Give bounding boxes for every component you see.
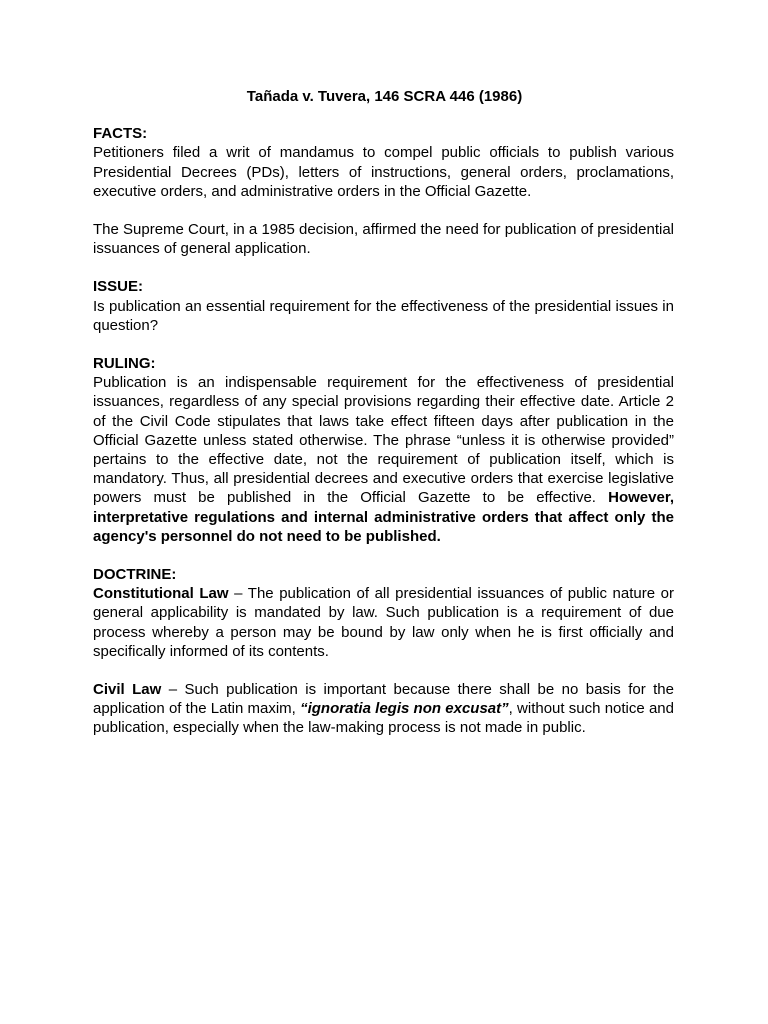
issue-heading: ISSUE:: [93, 278, 144, 296]
civil-law-paragraph: [93, 680, 674, 738]
case-title: Tañada v. Tuvera, 146 SCRA 446 (1986): [246, 88, 523, 105]
constitutional-law-text: – The publication of all presidential issuances of public nature or general applicability is mandated by law. Such publication is a requirement of due process whereby a person may be bound by law only when he is first officially and specifically informed of its contents.: [93, 585, 674, 660]
spacer: [93, 546, 674, 565]
ruling-bold-text: However, interpretative regulations and internal administrative orders that affect only the agency's personnel do not need to be published.: [93, 489, 674, 545]
ruling-heading: RULING:: [93, 355, 156, 373]
spacer: [93, 335, 674, 354]
ruling-text: Publication is an indispensable requirement for the effectiveness of presidential issuances, regardless of any special provisions regarding their effective date. Article 2 of the Civil Code stipulates that laws take effect fifteen days after publication in the Official Gazette unless stated otherwise. The phrase “unless it is otherwise provided” pertains to the effective date, not the requirement of publication itself, which is mandatory. Thus, all presidential decrees and executive orders that exercise legislative powers must be published in the Official Gazette to be effective.: [93, 374, 674, 507]
facts-heading: FACTS:: [93, 125, 148, 143]
spacer: [93, 258, 674, 277]
ruling-paragraph: [93, 373, 674, 546]
latin-maxim: “ignoratia legis non excusat”: [300, 700, 509, 718]
document-page: [93, 87, 674, 738]
civil-law-text-b: , without such notice and publication, especially when the law-making process is not made in public.: [93, 700, 674, 737]
issue-paragraph: Is publication an essential requirement for the effectiveness of the presidential issues in question?: [93, 297, 674, 334]
doctrine-heading: DOCTRINE:: [93, 566, 177, 584]
facts-paragraph-1: Petitioners filed a writ of mandamus to compel public officials to publish various Presidential Decrees (PDs), letters of instructions, general orders, proclamations, executive orders, and administrative orders in the Official Gazette.: [93, 144, 674, 200]
facts-paragraph-2: The Supreme Court, in a 1985 decision, affirmed the need for publication of presidential issuances of general application.: [93, 221, 674, 258]
constitutional-law-label: Constitutional Law: [93, 585, 229, 603]
civil-law-label: Civil Law: [93, 681, 162, 699]
spacer: [93, 661, 674, 680]
civil-law-text-a: – Such publication is important because there shall be no basis for the application of the Latin maxim,: [93, 681, 674, 718]
constitutional-law-paragraph: [93, 584, 674, 661]
spacer: [93, 201, 674, 220]
